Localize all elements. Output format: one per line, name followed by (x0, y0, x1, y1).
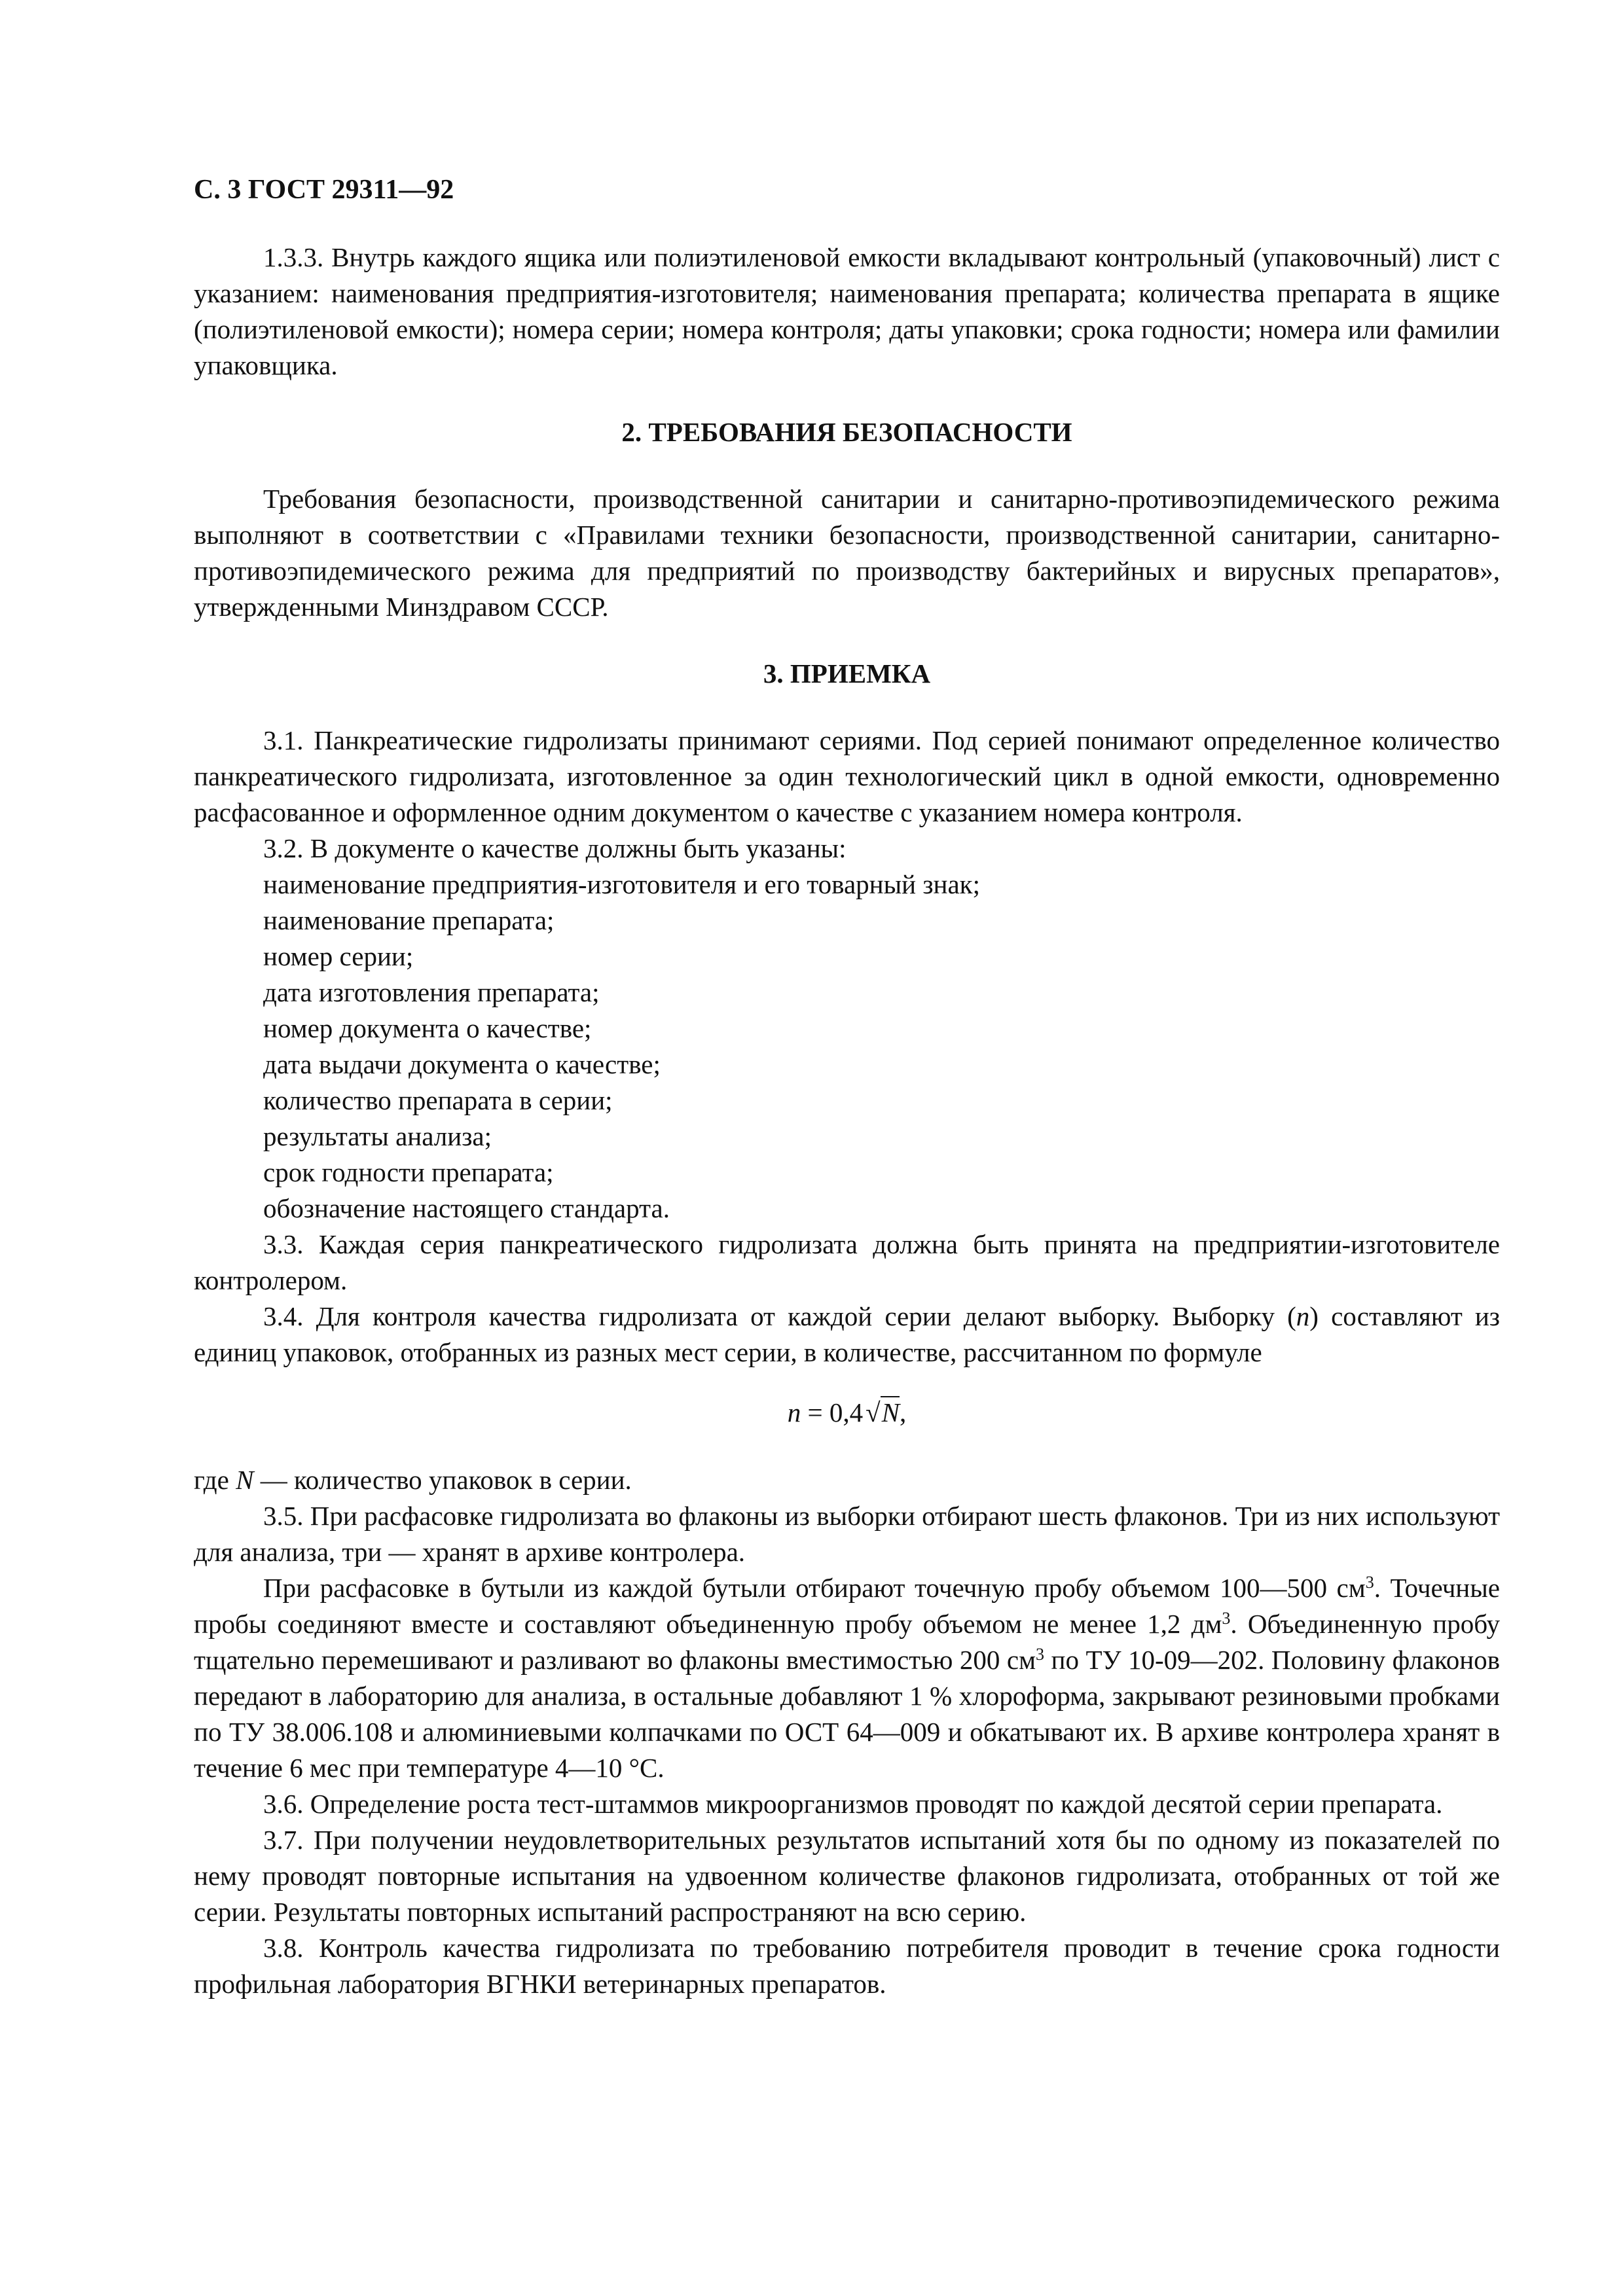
section-2-title: 2. ТРЕБОВАНИЯ БЕЗОПАСНОСТИ (621, 417, 1072, 447)
superscript: 3 (1365, 1573, 1374, 1592)
list-item: наименование препарата; (263, 905, 555, 935)
page-header: С. 3 ГОСТ 29311—92 (194, 175, 454, 205)
paragraph-3-2: 3.2. В документе о качестве должны быть указаны: (263, 833, 847, 863)
paragraph-3-8: 3.8. Контроль качества гидролизата по требованию потребителя проводит в течение срока годности профильная лаборатория ВГНКИ ветеринарных препаратов. (194, 1933, 1500, 1999)
section-3-title: 3. ПРИЕМКА (763, 658, 931, 689)
where-variable: N (236, 1465, 254, 1495)
section-2-text: Требования безопасности, производственной санитарии и санитарно-противоэпидемического режима выполняют в соответствии с «Правилами техники безопасности, производственной санитарии, санитарно-противоэпидемического режима для предприятий по производству бактерийных и вирусных препаратов», утвержденными Минздравом СССР. (194, 484, 1500, 622)
paragraph-3-4-text-a: 3.4. Для контроля качества гидролизата от каждой серии делают выборку. Выборку ( (263, 1301, 1296, 1331)
list-3-2 (194, 867, 1500, 1227)
list-item: дата выдачи документа о качестве; (263, 1049, 661, 1079)
paragraph-1-3-3: 1.3.3. Внутрь каждого ящика или полиэтиленовой емкости вкладывают контрольный (упаковочный) лист с указанием: наименования предприятия-изготовителя; наименования препарата; количества препарата в ящике (полиэтиленовой емкости); номера серии; номера контроля; даты упаковки; срока годности; номера или фамилии упаковщика. (194, 242, 1500, 380)
paragraph-3-1: 3.1. Панкреатические гидролизаты принимают сериями. Под серией понимают определенное количество панкреатического гидролизата, изготовленное за один технологический цикл в одной емкости, одновременно расфасованное и оформленное одним документом о качестве с указанием номера контроля. (194, 725, 1500, 827)
list-item: результаты анализа; (263, 1121, 492, 1151)
paragraph-3-6: 3.6. Определение роста тест-штаммов микроорганизмов проводят по каждой десятой серии препарата. (263, 1789, 1443, 1819)
paragraph-3-4-text-b: ) составляют из единиц упаковок, отобранных из разных мест серии, в количестве, рассчитанном по формуле (194, 1301, 1500, 1367)
paragraph-3-3: 3.3. Каждая серия панкреатического гидролизата должна быть принята на предприятии-изготовителе контролером. (194, 1229, 1500, 1295)
paragraph-3-7: 3.7. При получении неудовлетворительных результатов испытаний хотя бы по одному из показателей по нему проводят повторные испытания на удвоенном количестве флаконов гидролизата, отобранных от той же серии. Результаты повторных испытаний распространяют на всю серию. (194, 1825, 1500, 1927)
sampling-text-2: . Точечные пробы соединяют вместе и составляют объединенную пробу объемом не менее 1,2 дм (194, 1573, 1500, 1639)
sample-size-formula (194, 1395, 1500, 1431)
formula-lhs: n (787, 1397, 801, 1427)
formula-coefficient: = 0,4 (801, 1397, 864, 1427)
list-item: номер документа о качестве; (263, 1013, 592, 1043)
paragraph-3-5-sampling (194, 1570, 1500, 1786)
list-item: дата изготовления препарата; (263, 977, 600, 1007)
sampling-text-1: При расфасовке в бутыли из каждой бутыли отбирают точечную пробу объемом 100—500 см (263, 1573, 1366, 1603)
sampling-text-3: . Объединенную пробу тщательно перемешивают и разливают во флаконы вместимостью 200 см (194, 1609, 1501, 1675)
list-item: наименование предприятия-изготовителя и его товарный знак; (263, 869, 980, 899)
list-item: обозначение настоящего стандарта. (263, 1193, 670, 1223)
formula-tail: , (900, 1397, 907, 1427)
list-item: срок годности препарата; (263, 1157, 554, 1187)
where-prefix: где (194, 1465, 236, 1495)
superscript: 3 (1222, 1609, 1231, 1628)
list-item: номер серии; (263, 941, 414, 971)
formula-radicand: N (881, 1397, 900, 1427)
square-root-icon (863, 1397, 900, 1427)
paragraph-3-5: 3.5. При расфасовке гидролизата во флаконы из выборки отбирают шесть флаконов. Три из них используют для анализа, три — хранят в архиве контролера. (194, 1501, 1500, 1567)
list-item: количество препарата в серии; (263, 1085, 613, 1115)
paragraph-3-4 (194, 1299, 1500, 1371)
sampling-text-4: по ТУ 10-09—202. Половину флаконов передают в лабораторию для анализа, в остальные добавляют 1 % хлороформа, закрывают резиновыми пробками по ТУ 38.006.108 и алюминиевыми колпачками по ОСТ 64—009 и обкатывают их. В архиве контролера хранят в течение 6 мес при температуре 4—10 °С. (194, 1645, 1501, 1783)
sample-size-variable: n (1296, 1301, 1310, 1331)
where-text: — количество упаковок в серии. (253, 1465, 632, 1495)
formula-explanation (194, 1462, 1500, 1498)
superscript: 3 (1036, 1645, 1045, 1664)
document-page (194, 171, 1500, 2002)
formula-root-symbol: √ (866, 1397, 881, 1427)
